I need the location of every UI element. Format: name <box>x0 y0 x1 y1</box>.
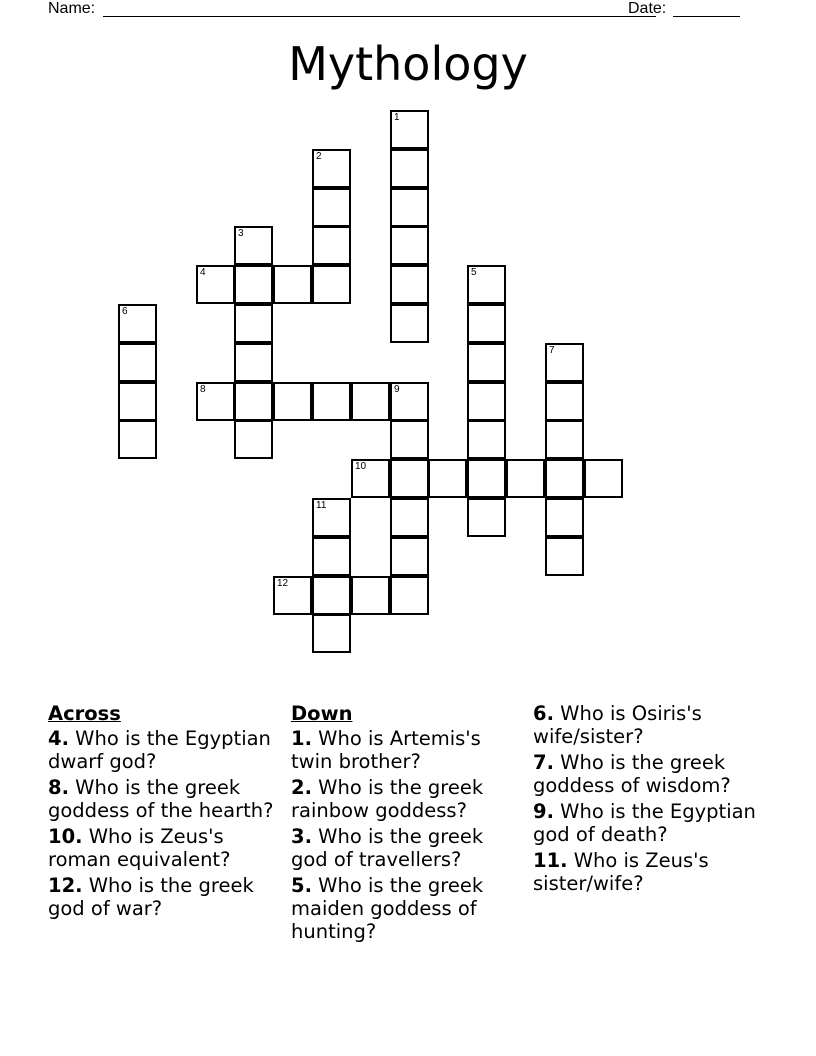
across-clues-column <box>48 702 278 923</box>
grid-cell[interactable] <box>312 614 351 653</box>
grid-cell[interactable] <box>545 498 584 537</box>
clue-number: 8 <box>200 384 206 395</box>
name-label: Name: <box>48 0 96 17</box>
down-heading: Down <box>291 702 353 725</box>
grid-cell[interactable] <box>312 498 351 537</box>
grid-cell[interactable] <box>273 382 312 421</box>
grid-cell[interactable] <box>506 459 545 498</box>
grid-cell[interactable] <box>545 459 584 498</box>
clue-number: 7 <box>549 345 555 356</box>
clue-down-6: 6. Who is Osiris's wife/sister? <box>533 702 702 748</box>
grid-cell[interactable] <box>312 382 351 421</box>
clue-number: 2 <box>316 151 322 162</box>
clue-number: 5 <box>471 267 477 278</box>
down-clues-column <box>291 702 521 946</box>
clue-down-3: 3. Who is the greek god of travellers? <box>291 825 484 871</box>
grid-cell[interactable] <box>312 265 351 304</box>
grid-cell[interactable] <box>390 382 429 421</box>
grid-cell[interactable] <box>312 576 351 615</box>
clue-number: 4 <box>200 267 206 278</box>
date-label: Date: <box>628 0 667 17</box>
grid-cell[interactable] <box>428 459 467 498</box>
grid-cell[interactable] <box>273 576 312 615</box>
grid-cell[interactable] <box>390 110 429 149</box>
grid-cell[interactable] <box>390 149 429 188</box>
grid-cell[interactable] <box>390 265 429 304</box>
clue-down-1: 1. Who is Artemis's twin brother? <box>291 727 481 773</box>
grid-cell[interactable] <box>118 382 157 421</box>
grid-cell[interactable] <box>467 304 506 343</box>
grid-cell[interactable] <box>312 149 351 188</box>
grid-cell[interactable] <box>312 537 351 576</box>
grid-cell[interactable] <box>545 382 584 421</box>
grid-cell[interactable] <box>351 459 390 498</box>
grid-cell[interactable] <box>467 459 506 498</box>
grid-cell[interactable] <box>390 420 429 459</box>
grid-cell[interactable] <box>312 226 351 265</box>
grid-cell[interactable] <box>545 420 584 459</box>
grid-cell[interactable] <box>273 265 312 304</box>
clue-down-11: 11. Who is Zeus's sister/wife? <box>533 849 709 895</box>
clue-number: 10 <box>355 461 367 472</box>
grid-cell[interactable] <box>234 420 273 459</box>
grid-cell[interactable] <box>390 459 429 498</box>
grid-cell[interactable] <box>234 304 273 343</box>
clue-across-4: 4. Who is the Egyptian dwarf god? <box>48 727 271 773</box>
clue-down-9: 9. Who is the Egyptian god of death? <box>533 800 756 846</box>
clue-number: 3 <box>238 228 244 239</box>
grid-cell[interactable] <box>196 265 235 304</box>
grid-cell[interactable] <box>467 420 506 459</box>
clue-number: 9 <box>394 384 400 395</box>
grid-cell[interactable] <box>234 343 273 382</box>
grid-cell[interactable] <box>584 459 623 498</box>
grid-cell[interactable] <box>351 382 390 421</box>
clue-number: 11 <box>316 500 327 511</box>
clue-down-7: 7. Who is the greek goddess of wisdom? <box>533 751 731 797</box>
page-title: Mythology <box>288 37 528 91</box>
down-clues-continued <box>533 702 763 898</box>
grid-cell[interactable] <box>118 304 157 343</box>
grid-cell[interactable] <box>118 343 157 382</box>
grid-cell[interactable] <box>234 226 273 265</box>
grid-cell[interactable] <box>118 420 157 459</box>
grid-cell[interactable] <box>196 382 235 421</box>
clue-number: 12 <box>277 578 289 589</box>
across-heading: Across <box>48 702 121 725</box>
grid-cell[interactable] <box>234 265 273 304</box>
grid-cell[interactable] <box>390 188 429 227</box>
clue-down-5: 5. Who is the greek maiden goddess of hunting? <box>291 874 484 943</box>
grid-cell[interactable] <box>234 382 273 421</box>
grid-cell[interactable] <box>351 576 390 615</box>
grid-cell[interactable] <box>467 265 506 304</box>
grid-cell[interactable] <box>312 188 351 227</box>
grid-cell[interactable] <box>467 498 506 537</box>
clue-number: 1 <box>394 112 400 123</box>
clue-down-2: 2. Who is the greek rainbow goddess? <box>291 776 484 822</box>
clue-number: 6 <box>122 306 128 317</box>
grid-cell[interactable] <box>467 343 506 382</box>
grid-cell[interactable] <box>390 498 429 537</box>
grid-cell[interactable] <box>390 576 429 615</box>
grid-cell[interactable] <box>545 537 584 576</box>
grid-cell[interactable] <box>390 226 429 265</box>
clue-across-12: 12. Who is the greek god of war? <box>48 874 254 920</box>
clue-across-10: 10. Who is Zeus's roman equivalent? <box>48 825 231 871</box>
clue-across-8: 8. Who is the greek goddess of the hearth? <box>48 776 274 822</box>
grid-cell[interactable] <box>390 304 429 343</box>
grid-cell[interactable] <box>390 537 429 576</box>
grid-cell[interactable] <box>467 382 506 421</box>
grid-cell[interactable] <box>545 343 584 382</box>
